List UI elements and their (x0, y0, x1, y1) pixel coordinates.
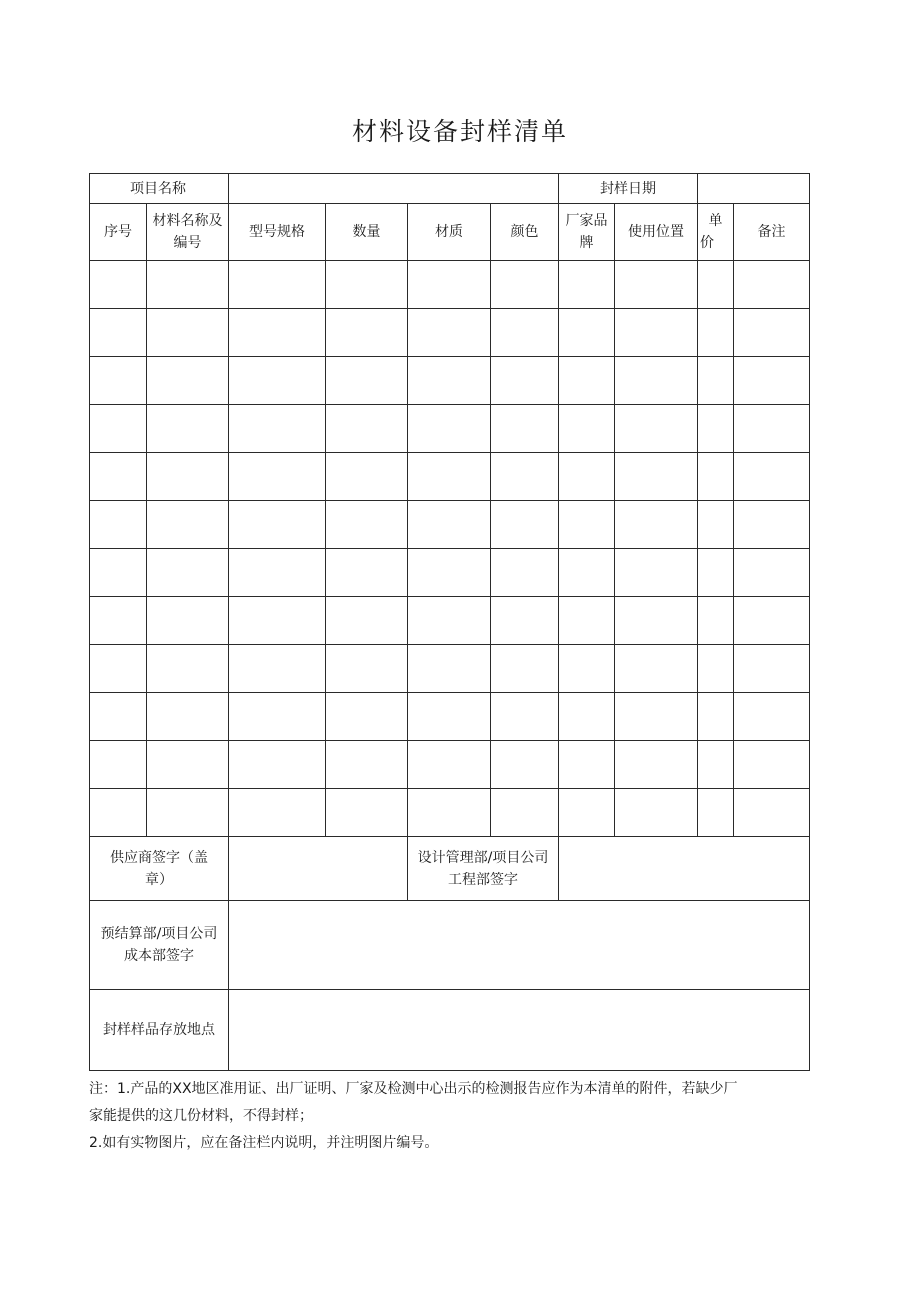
project-name-field[interactable] (229, 174, 559, 204)
col-brand-header (559, 204, 615, 261)
project-label-a: 项 (130, 180, 144, 197)
table-row (90, 549, 810, 597)
table-cell[interactable] (229, 645, 326, 693)
table-cell[interactable] (326, 453, 408, 501)
design-sign-line1: 设计管理部/项目公司 (417, 849, 549, 866)
table-cell[interactable] (90, 693, 147, 741)
table-cell[interactable] (90, 309, 147, 357)
table-cell[interactable] (698, 549, 734, 597)
storage-field[interactable] (229, 990, 810, 1071)
table-row (90, 693, 810, 741)
table-cell[interactable] (734, 597, 810, 645)
signature-row-2 (90, 901, 810, 990)
table-cell[interactable] (491, 309, 559, 357)
table-cell[interactable] (147, 309, 229, 357)
table-cell[interactable] (326, 693, 408, 741)
table-cell[interactable] (698, 309, 734, 357)
table-cell[interactable] (559, 405, 615, 453)
table-cell[interactable] (491, 549, 559, 597)
table-cell[interactable] (408, 501, 491, 549)
budget-sign-label (90, 901, 229, 990)
table-cell[interactable] (698, 645, 734, 693)
table-cell[interactable] (147, 549, 229, 597)
table-cell[interactable] (734, 309, 810, 357)
table-cell[interactable] (698, 453, 734, 501)
col-location-header: 使用位置 (615, 204, 698, 261)
table-row (90, 405, 810, 453)
table-cell[interactable] (559, 453, 615, 501)
table-cell[interactable] (326, 597, 408, 645)
table-cell[interactable] (147, 261, 229, 309)
table-row (90, 597, 810, 645)
table-cell[interactable] (615, 453, 698, 501)
table-cell[interactable] (698, 789, 734, 837)
sample-list-table (89, 173, 810, 1071)
table-cell[interactable] (615, 405, 698, 453)
table-cell[interactable] (408, 261, 491, 309)
table-cell[interactable] (90, 741, 147, 789)
table-row (90, 645, 810, 693)
table-cell[interactable] (229, 597, 326, 645)
col-seq-header: 序号 (90, 204, 147, 261)
table-cell[interactable] (408, 693, 491, 741)
table-cell[interactable] (491, 501, 559, 549)
table-cell[interactable] (90, 357, 147, 405)
table-cell[interactable] (491, 405, 559, 453)
col-brand-line1: 厂家品 (565, 213, 608, 229)
page-title: 材料设备封样清单 (351, 117, 568, 146)
table-cell[interactable] (147, 405, 229, 453)
table-cell[interactable] (559, 501, 615, 549)
table-cell[interactable] (326, 789, 408, 837)
table-cell[interactable] (408, 645, 491, 693)
table-row (90, 309, 810, 357)
table-cell[interactable] (326, 549, 408, 597)
table-row (90, 741, 810, 789)
budget-sign-line2: 成本部签字 (124, 948, 194, 964)
table-cell[interactable] (229, 501, 326, 549)
table-cell[interactable] (147, 789, 229, 837)
table-cell[interactable] (698, 261, 734, 309)
table-cell[interactable] (408, 741, 491, 789)
table-cell[interactable] (90, 261, 147, 309)
table-cell[interactable] (559, 549, 615, 597)
table-cell[interactable] (147, 645, 229, 693)
table-cell[interactable] (491, 741, 559, 789)
table-cell[interactable] (408, 789, 491, 837)
table-cell[interactable] (491, 789, 559, 837)
table-cell[interactable] (698, 693, 734, 741)
note-line-1: 注：1.产品的XX地区准用证、出厂证明、厂家及检测中心出示的检测报告应作为本清单的附件，若缺少厂 (89, 1081, 738, 1097)
table-cell[interactable] (229, 261, 326, 309)
data-rows (90, 261, 810, 837)
table-cell[interactable] (147, 741, 229, 789)
table-cell[interactable] (491, 645, 559, 693)
table-cell[interactable] (559, 645, 615, 693)
table-row (90, 357, 810, 405)
table-cell[interactable] (559, 693, 615, 741)
col-color-header: 颜色 (491, 204, 559, 261)
table-cell[interactable] (90, 597, 147, 645)
table-cell[interactable] (559, 261, 615, 309)
table-cell[interactable] (734, 261, 810, 309)
table-cell[interactable] (698, 741, 734, 789)
table-cell[interactable] (734, 549, 810, 597)
col-price-line2: 价 (700, 235, 714, 251)
project-label-b: 目名称 (144, 180, 186, 197)
supplier-sign-label (90, 837, 229, 901)
table-cell[interactable] (229, 549, 326, 597)
table-cell[interactable] (491, 261, 559, 309)
budget-sign-field[interactable] (229, 901, 810, 990)
table-cell[interactable] (615, 357, 698, 405)
table-cell[interactable] (326, 309, 408, 357)
table-cell[interactable] (615, 309, 698, 357)
table-cell[interactable] (615, 261, 698, 309)
seal-date-label: 封样日期 (559, 174, 698, 204)
table-cell[interactable] (698, 357, 734, 405)
table-cell[interactable] (559, 357, 615, 405)
table-cell[interactable] (229, 357, 326, 405)
table-cell[interactable] (615, 741, 698, 789)
table-cell[interactable] (734, 693, 810, 741)
table-cell[interactable] (615, 501, 698, 549)
table-cell[interactable] (326, 261, 408, 309)
table-cell[interactable] (229, 693, 326, 741)
table-cell[interactable] (698, 501, 734, 549)
table-cell[interactable] (90, 645, 147, 693)
table-cell[interactable] (408, 597, 491, 645)
table-cell[interactable] (559, 597, 615, 645)
table-cell[interactable] (615, 549, 698, 597)
table-cell[interactable] (559, 789, 615, 837)
table-cell[interactable] (698, 597, 734, 645)
table-cell[interactable] (408, 309, 491, 357)
table-cell[interactable] (229, 309, 326, 357)
signature-row-1 (90, 837, 810, 901)
table-cell[interactable] (491, 597, 559, 645)
table-cell[interactable] (326, 357, 408, 405)
table-cell[interactable] (229, 741, 326, 789)
table-cell[interactable] (408, 549, 491, 597)
table-cell[interactable] (615, 789, 698, 837)
table-cell[interactable] (147, 501, 229, 549)
supplier-sign-field[interactable] (229, 837, 408, 901)
col-brand-line2: 牌 (579, 235, 594, 251)
table-cell[interactable] (408, 405, 491, 453)
table-cell[interactable] (408, 357, 491, 405)
col-substance-header: 材质 (408, 204, 491, 261)
design-sign-line2: 工程部签字 (448, 871, 518, 888)
project-row (90, 174, 810, 204)
col-material-line2: 编号 (173, 235, 202, 251)
col-price-header (698, 204, 734, 261)
design-sign-field[interactable] (559, 837, 810, 901)
col-qty-header: 数量 (326, 204, 408, 261)
table-cell[interactable] (734, 789, 810, 837)
table-cell[interactable] (559, 309, 615, 357)
table-cell[interactable] (90, 501, 147, 549)
table-row (90, 501, 810, 549)
table-cell[interactable] (734, 741, 810, 789)
table-cell[interactable] (491, 453, 559, 501)
note-line-2: 家能提供的这几份材料，不得封样； (89, 1108, 313, 1124)
table-cell[interactable] (90, 453, 147, 501)
project-name-label-cell (90, 174, 229, 204)
storage-label: 封样样品存放地点 (90, 990, 229, 1071)
table-cell[interactable] (147, 597, 229, 645)
supplier-sign-line1: 供应商签字（盖 (110, 849, 208, 866)
table-cell[interactable] (90, 405, 147, 453)
table-cell[interactable] (326, 645, 408, 693)
col-price-line1: 单 (708, 213, 723, 229)
design-sign-label (408, 837, 559, 901)
table-cell[interactable] (147, 357, 229, 405)
table-cell[interactable] (491, 357, 559, 405)
table-cell[interactable] (734, 357, 810, 405)
col-material-line1: 材料名称及 (152, 213, 223, 229)
table-row (90, 789, 810, 837)
table-cell[interactable] (734, 501, 810, 549)
table-row (90, 453, 810, 501)
table-cell[interactable] (90, 789, 147, 837)
seal-date-field[interactable] (698, 174, 810, 204)
table-cell[interactable] (147, 693, 229, 741)
table-cell[interactable] (734, 453, 810, 501)
table-cell[interactable] (147, 453, 229, 501)
table-cell[interactable] (698, 405, 734, 453)
table-cell[interactable] (326, 741, 408, 789)
table-cell[interactable] (229, 453, 326, 501)
table-cell[interactable] (326, 501, 408, 549)
col-material-header (147, 204, 229, 261)
table-cell[interactable] (229, 405, 326, 453)
column-header-row (90, 204, 810, 261)
table-cell[interactable] (90, 549, 147, 597)
table-cell[interactable] (559, 741, 615, 789)
table-cell[interactable] (229, 789, 326, 837)
table-cell[interactable] (408, 453, 491, 501)
col-remark-header: 备注 (734, 204, 810, 261)
table-cell[interactable] (615, 693, 698, 741)
supplier-sign-line2: 章） (145, 871, 173, 888)
table-row (90, 261, 810, 309)
table-cell[interactable] (615, 645, 698, 693)
table-cell[interactable] (491, 693, 559, 741)
note-line-3: 2.如有实物图片，应在备注栏内说明，并注明图片编号。 (89, 1135, 439, 1151)
table-cell[interactable] (326, 405, 408, 453)
table-cell[interactable] (734, 645, 810, 693)
table-cell[interactable] (734, 405, 810, 453)
table-cell[interactable] (615, 597, 698, 645)
col-model-header: 型号规格 (229, 204, 326, 261)
notes-section (89, 1076, 811, 1157)
storage-row (90, 990, 810, 1071)
budget-sign-line1: 预结算部/项目公司 (100, 926, 218, 942)
